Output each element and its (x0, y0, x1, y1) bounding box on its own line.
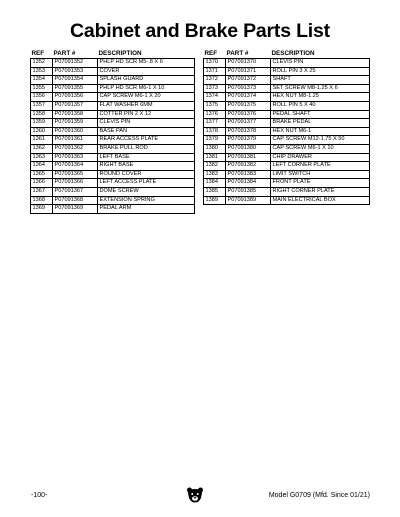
model-info: Model G0709 (Mfd. Since 01/21) (268, 492, 370, 499)
part-number-cell: P07091358 (53, 110, 98, 119)
part-number-cell: P07091384 (226, 179, 271, 188)
table-row (31, 196, 195, 205)
part-number-cell: P07091357 (53, 101, 98, 110)
ref-cell: 1380 (204, 144, 226, 153)
description-cell: ROUND COVER (98, 170, 195, 179)
description-cell: ROLL PIN 3 X 25 (271, 67, 370, 76)
part-number-cell: P07091369 (53, 205, 98, 214)
table-row (31, 93, 195, 102)
description-header: DESCRIPTION (271, 50, 315, 57)
description-cell: BASE PAN (98, 127, 195, 136)
description-cell: CHIP DRAWER (271, 153, 370, 162)
table-row (204, 136, 370, 145)
description-cell: HEX NUT M8-1.25 (271, 93, 370, 102)
ref-cell: 1366 (31, 179, 53, 188)
part-number-cell: P07091367 (53, 187, 98, 196)
table-row (31, 84, 195, 93)
ref-cell: 1378 (204, 127, 226, 136)
part-number-cell: P07091383 (226, 170, 271, 179)
part-number-cell: P07091361 (53, 136, 98, 145)
description-cell: SET SCREW M8-1.25 X 6 (271, 84, 370, 93)
description-cell: HEX NUT M6-1 (271, 127, 370, 136)
part-number-cell: P07091363 (53, 153, 98, 162)
description-cell: MAIN ELECTRICAL BOX (271, 196, 370, 205)
ref-cell: 1374 (204, 93, 226, 102)
description-cell: LEFT BASE (98, 153, 195, 162)
ref-cell: 1352 (31, 59, 53, 68)
table-row (31, 76, 195, 85)
table-row (31, 67, 195, 76)
table-row (204, 179, 370, 188)
part-number-cell: P07091382 (226, 162, 271, 171)
ref-cell: 1360 (31, 127, 53, 136)
table-row (204, 153, 370, 162)
ref-cell: 1361 (31, 136, 53, 145)
table-row (31, 59, 195, 68)
part-number-cell: P07091354 (53, 76, 98, 85)
ref-cell: 1372 (204, 76, 226, 85)
description-cell: FLAT WASHER 6MM (98, 101, 195, 110)
description-cell: RIGHT BASE (98, 162, 195, 171)
table-row (204, 67, 370, 76)
ref-cell: 1364 (31, 162, 53, 171)
table-row (31, 162, 195, 171)
table-row (204, 110, 370, 119)
description-cell: LEFT CORNER PLATE (271, 162, 370, 171)
ref-cell: 1357 (31, 101, 53, 110)
description-cell: LIMIT SWITCH (271, 170, 370, 179)
part-number-cell: P07091372 (226, 76, 271, 85)
part-header: PART # (226, 50, 249, 57)
parts-table-left (30, 49, 195, 214)
description-cell: BRAKE PULL ROD (98, 144, 195, 153)
description-cell: CAP SCREW M6-1 X 20 (98, 93, 195, 102)
ref-cell: 1375 (204, 101, 226, 110)
ref-cell: 1362 (31, 144, 53, 153)
part-number-cell: P07091377 (226, 119, 271, 128)
description-cell: CAP SCREW M12-1.75 X 50 (271, 136, 370, 145)
ref-cell: 1356 (31, 93, 53, 102)
ref-cell: 1377 (204, 119, 226, 128)
ref-cell: 1369 (31, 205, 53, 214)
ref-cell: 1359 (31, 119, 53, 128)
table-row (31, 127, 195, 136)
part-number-cell: P07091355 (53, 84, 98, 93)
ref-cell: 1355 (31, 84, 53, 93)
ref-cell: 1353 (31, 67, 53, 76)
table-row (31, 153, 195, 162)
ref-header: REF (204, 50, 218, 57)
table-row (204, 84, 370, 93)
part-number-cell: P07091376 (226, 110, 271, 119)
table-row (204, 59, 370, 68)
ref-cell: 1382 (204, 162, 226, 171)
part-number-cell: P07091362 (53, 144, 98, 153)
description-header: DESCRIPTION (98, 50, 142, 57)
description-cell: EXTENSION SPRING (98, 196, 195, 205)
table-row (31, 101, 195, 110)
description-cell: CLEVIS PIN (271, 59, 370, 68)
table-row (31, 179, 195, 188)
table-row (31, 187, 195, 196)
part-number-cell: P07091373 (226, 84, 271, 93)
table-row (31, 170, 195, 179)
ref-cell: 1383 (204, 170, 226, 179)
table-row (204, 187, 370, 196)
description-cell: COTTER PIN 2 X 12 (98, 110, 195, 119)
description-cell: COVER (98, 67, 195, 76)
ref-cell: 1381 (204, 153, 226, 162)
description-cell: ROLL PIN 5 X 40 (271, 101, 370, 110)
ref-header: REF (31, 50, 45, 57)
table-row (204, 76, 370, 85)
part-number-cell: P07091365 (53, 170, 98, 179)
part-number-cell: P07091356 (53, 93, 98, 102)
part-number-cell: P07091379 (226, 136, 271, 145)
description-cell: REAR ACCESS PLATE (98, 136, 195, 145)
part-number-cell: P07091380 (226, 144, 271, 153)
part-number-cell: P07091353 (53, 67, 98, 76)
bear-head-icon (186, 487, 204, 503)
description-cell: LEFT ACCESS PLATE (98, 179, 195, 188)
part-number-cell: P07091385 (226, 187, 271, 196)
ref-cell: 1389 (204, 196, 226, 205)
table-row (31, 119, 195, 128)
description-cell: BRAKE PEDAL (271, 119, 370, 128)
table-row (31, 110, 195, 119)
parts-table-right (203, 49, 370, 205)
part-number-cell: P07091371 (226, 67, 271, 76)
description-cell: SPLASH GUARD (98, 76, 195, 85)
part-number-cell: P07091370 (226, 59, 271, 68)
description-cell: PEDAL SHAFT (271, 110, 370, 119)
description-cell: CLEVIS PIN (98, 119, 195, 128)
ref-cell: 1385 (204, 187, 226, 196)
ref-cell: 1376 (204, 110, 226, 119)
part-number-cell: P07091364 (53, 162, 98, 171)
description-cell: SHAFT (271, 76, 370, 85)
page-number: -100- (31, 492, 48, 499)
description-cell: PHLP HD SCR M5-.8 X 6 (98, 59, 195, 68)
part-number-cell: P07091352 (53, 59, 98, 68)
table-row (204, 101, 370, 110)
table-row (204, 170, 370, 179)
part-number-cell: P07091378 (226, 127, 271, 136)
ref-cell: 1354 (31, 76, 53, 85)
part-number-cell: P07091381 (226, 153, 271, 162)
description-cell: DOME SCREW (98, 187, 195, 196)
description-cell: CAP SCREW M6-1 X 10 (271, 144, 370, 153)
part-number-cell: P07091368 (53, 196, 98, 205)
ref-cell: 1363 (31, 153, 53, 162)
ref-cell: 1358 (31, 110, 53, 119)
part-number-cell: P07091366 (53, 179, 98, 188)
ref-cell: 1384 (204, 179, 226, 188)
description-cell: RIGHT CORNER PLATE (271, 187, 370, 196)
description-cell: PEDAL ARM (98, 205, 195, 214)
table-row (31, 205, 195, 214)
description-cell: PHLP HD SCR M6-1 X 10 (98, 84, 195, 93)
description-cell: FRONT PLATE (271, 179, 370, 188)
table-row (204, 144, 370, 153)
ref-cell: 1373 (204, 84, 226, 93)
table-row (31, 136, 195, 145)
table-row (204, 162, 370, 171)
part-number-cell: P07091360 (53, 127, 98, 136)
table-row (204, 127, 370, 136)
ref-cell: 1367 (31, 187, 53, 196)
ref-cell: 1371 (204, 67, 226, 76)
part-header: PART # (53, 50, 76, 57)
table-row (204, 196, 370, 205)
part-number-cell: P07091359 (53, 119, 98, 128)
part-number-cell: P07091389 (226, 196, 271, 205)
part-number-cell: P07091375 (226, 101, 271, 110)
part-number-cell: P07091374 (226, 93, 271, 102)
ref-cell: 1370 (204, 59, 226, 68)
table-row (31, 144, 195, 153)
page-title: Cabinet and Brake Parts List (70, 20, 330, 42)
table-row (204, 119, 370, 128)
ref-cell: 1379 (204, 136, 226, 145)
ref-cell: 1365 (31, 170, 53, 179)
ref-cell: 1368 (31, 196, 53, 205)
table-row (204, 93, 370, 102)
